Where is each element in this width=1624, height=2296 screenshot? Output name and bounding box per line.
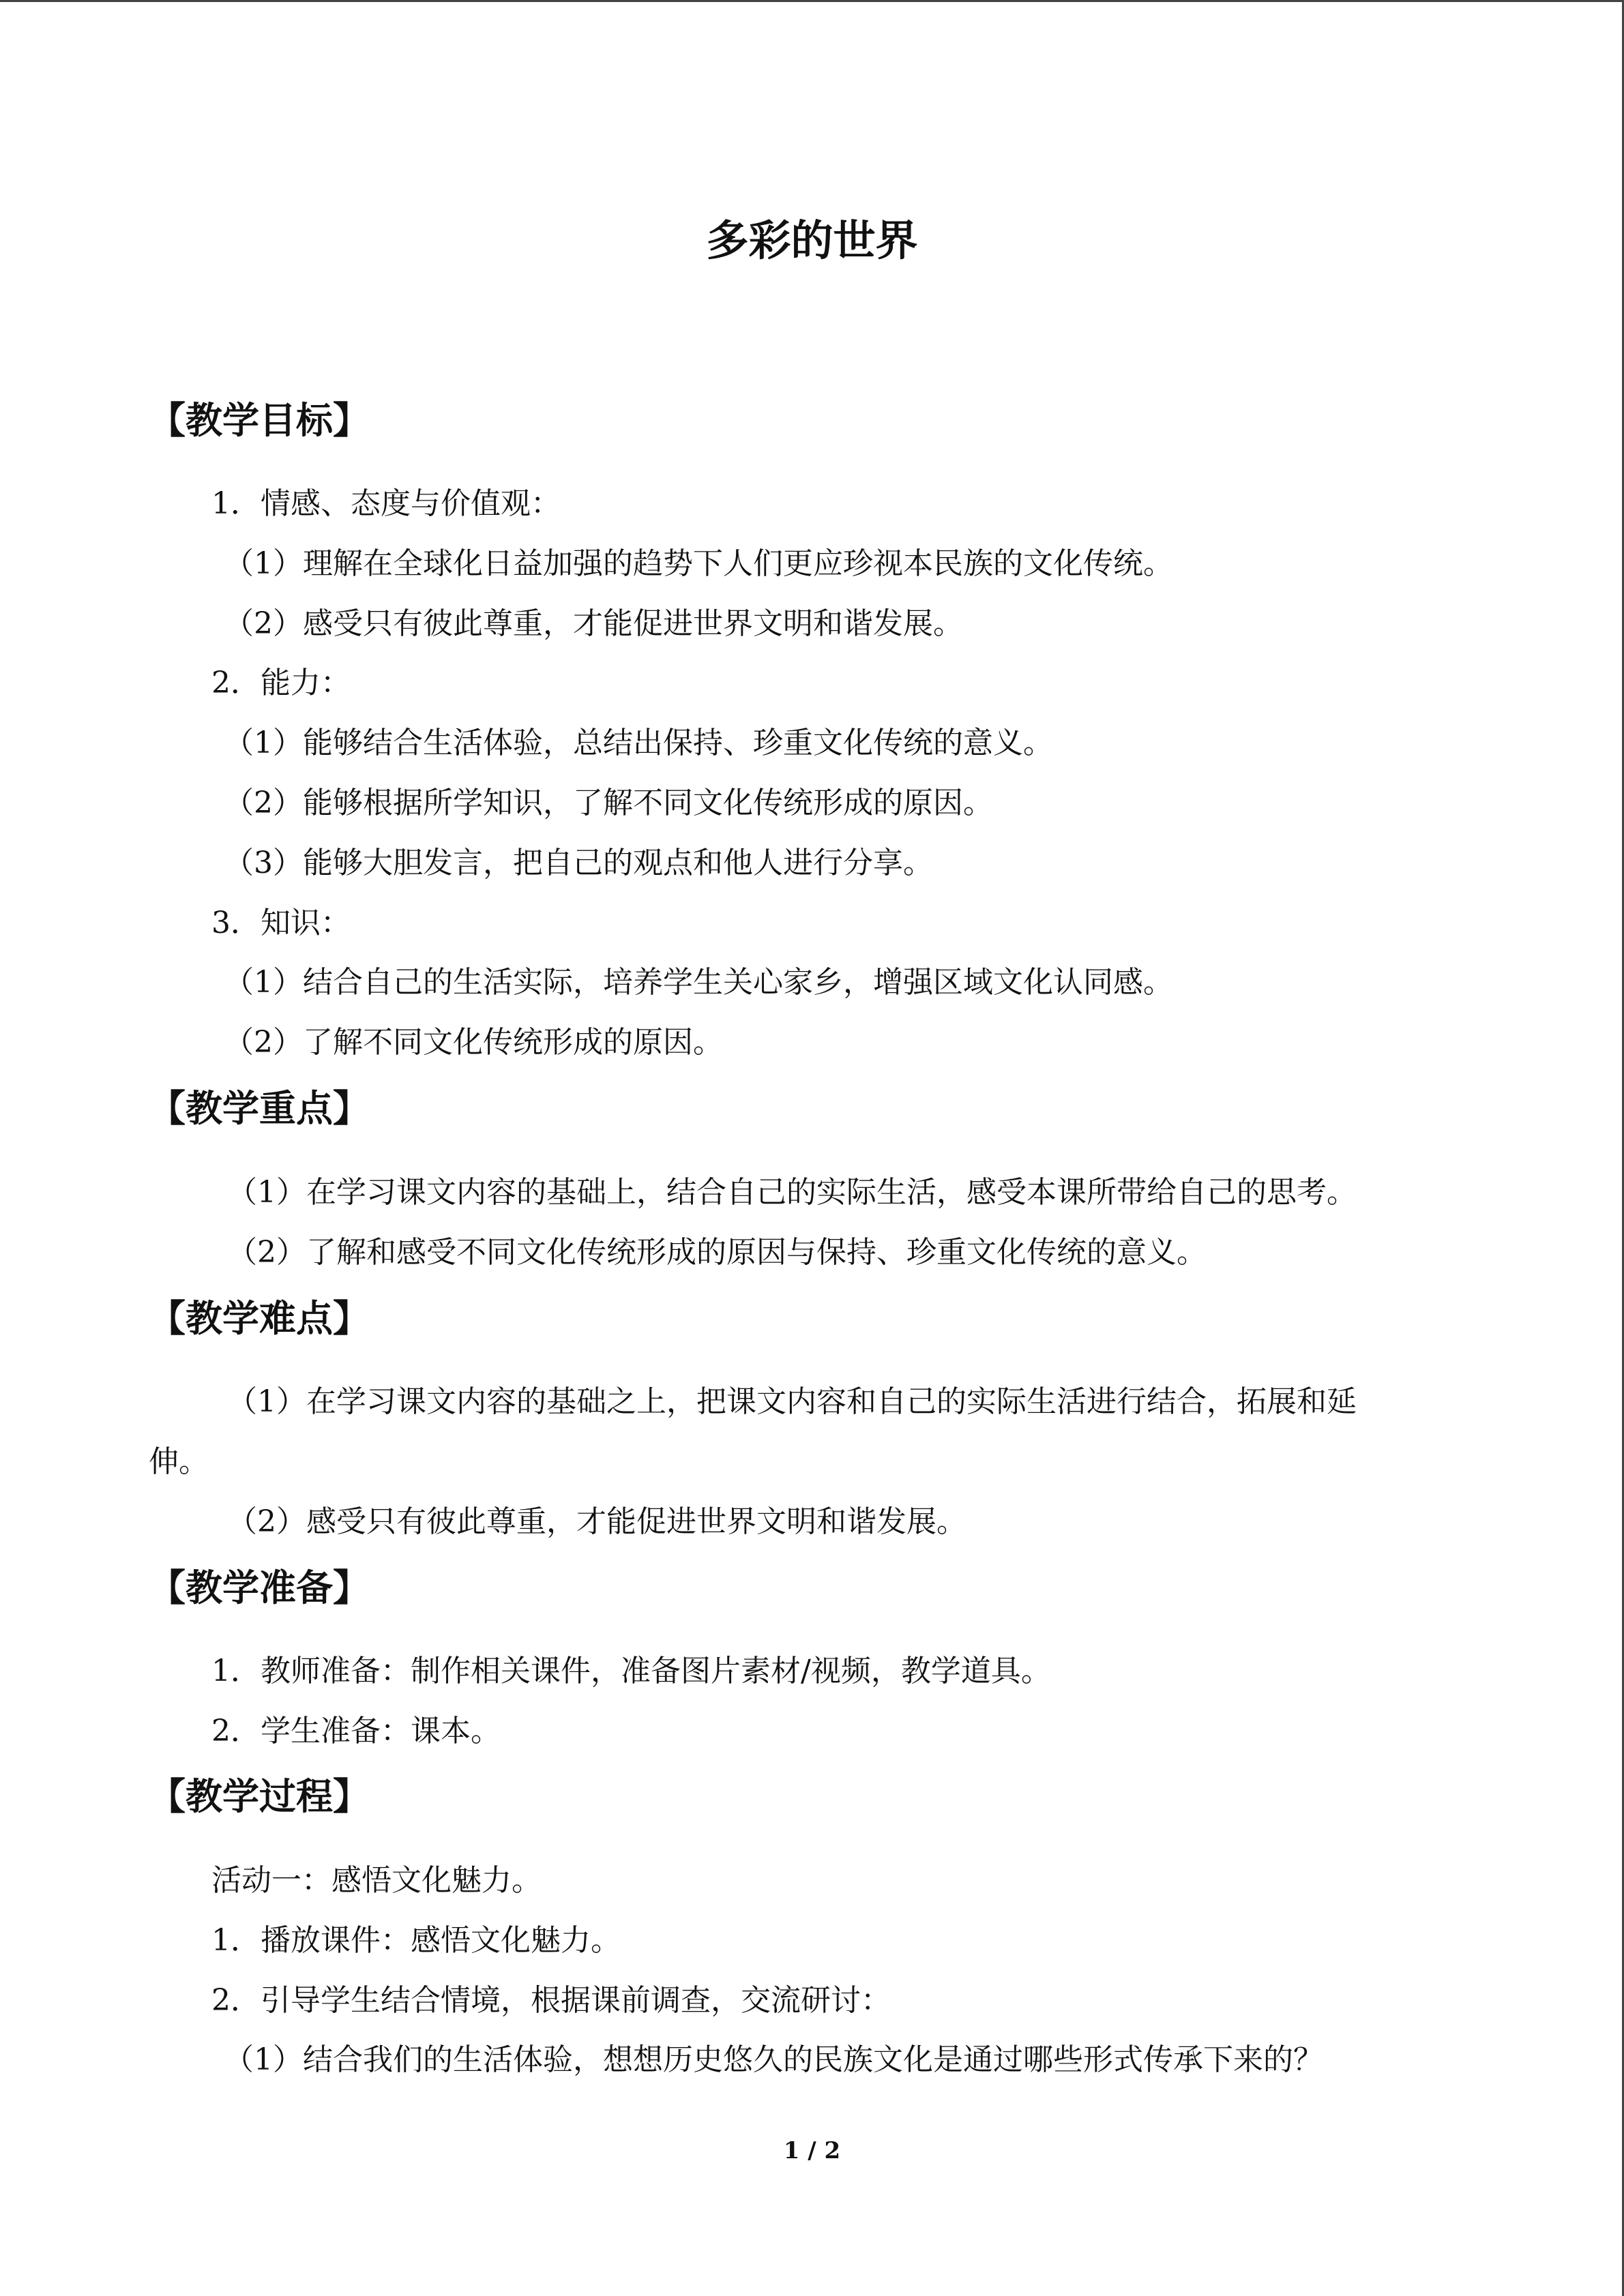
section-heading-goals: 【教学目标】 (149, 398, 370, 442)
goals-line: （2）感受只有彼此尊重，才能促进世界文明和谐发展。 (224, 606, 963, 641)
difficulties-line: （1）在学习课文内容的基础之上，把课文内容和自己的实际生活进行结合，拓展和延 (227, 1384, 1357, 1419)
difficulties-line: （2）感受只有彼此尊重，才能促进世界文明和谐发展。 (227, 1504, 966, 1539)
process-line: 2．引导学生结合情境，根据课前调查，交流研讨： (211, 1983, 891, 2018)
document-title: 多彩的世界 (706, 215, 918, 265)
goals-line: （1）结合自己的生活实际，培养学生关心家乡，增强区域文化认同感。 (224, 965, 1173, 1000)
goals-line: （3）能够大胆发言，把自己的观点和他人进行分享。 (224, 846, 933, 880)
preparation-line: 2．学生准备：课本。 (211, 1714, 501, 1748)
key-points-line: （1）在学习课文内容的基础上，结合自己的实际生活，感受本课所带给自己的思考。 (227, 1175, 1357, 1210)
process-line: 活动一：感悟文化魅力。 (211, 1863, 542, 1898)
section-heading-preparation: 【教学准备】 (149, 1566, 370, 1609)
goals-line: 2．能力： (211, 666, 351, 700)
process-line: （1）结合我们的生活体验，想想历史悠久的民族文化是通过哪些形式传承下来的？ (224, 2042, 1323, 2077)
key-points-line: （2）了解和感受不同文化传统形成的原因与保持、珍重文化传统的意义。 (227, 1235, 1207, 1270)
goals-line: （1）能够结合生活体验，总结出保持、珍重文化传统的意义。 (224, 726, 1053, 760)
process-line: 1．播放课件：感悟文化魅力。 (211, 1923, 621, 1958)
goals-line: （1）理解在全球化日益加强的趋势下人们更应珍视本民族的文化传统。 (224, 546, 1173, 581)
goals-line: （2）了解不同文化传统形成的原因。 (224, 1025, 723, 1060)
section-heading-key-points: 【教学重点】 (149, 1086, 370, 1130)
goals-line: （2）能够根据所学知识，了解不同文化传统形成的原因。 (224, 786, 993, 820)
preparation-line: 1．教师准备：制作相关课件，准备图片素材/视频，教学道具。 (211, 1654, 1051, 1688)
goals-line: 1．情感、态度与价值观： (211, 486, 561, 521)
section-heading-process: 【教学过程】 (149, 1774, 370, 1818)
page-number: 1 / 2 (783, 2137, 841, 2164)
section-heading-difficulties: 【教学难点】 (149, 1296, 370, 1340)
difficulties-line: 伸。 (149, 1444, 209, 1479)
goals-line: 3．知识： (211, 906, 351, 940)
